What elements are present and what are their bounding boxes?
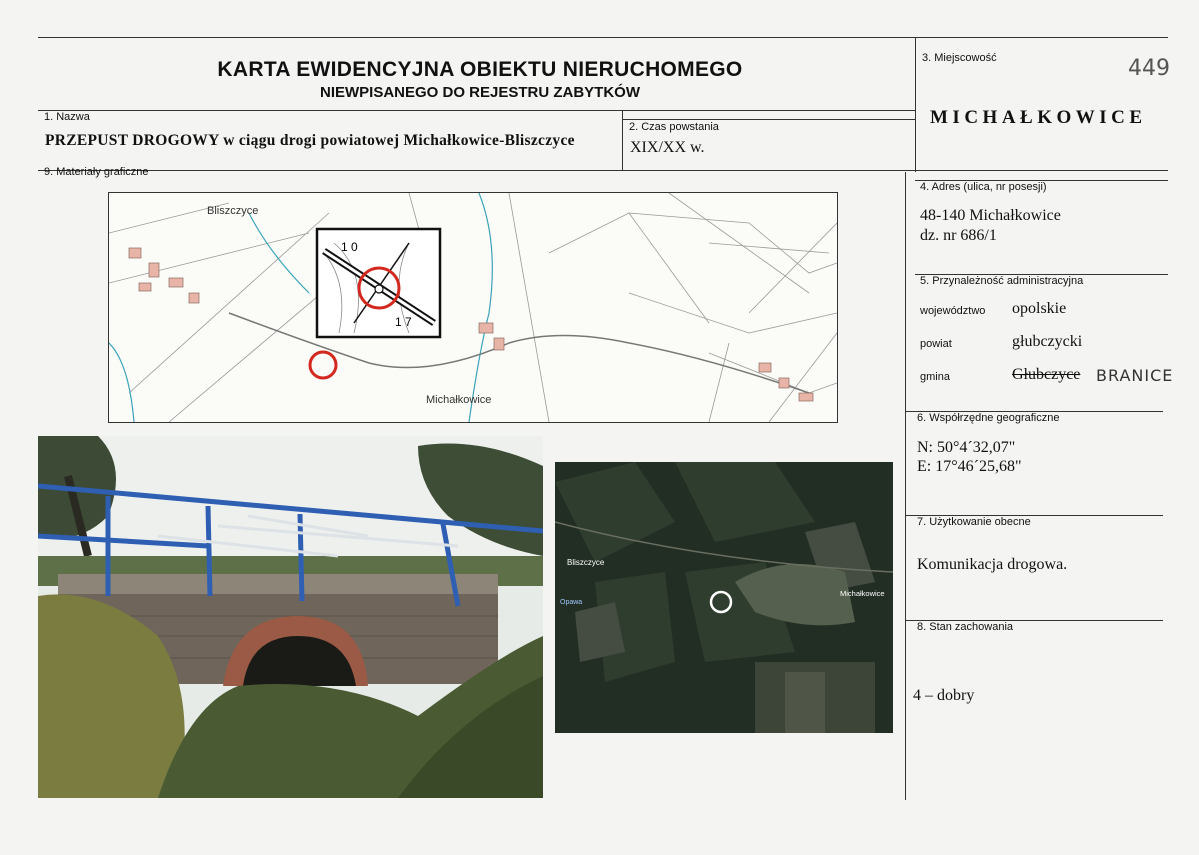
- field-adres-line1: 48-140 Michałkowice: [920, 207, 1061, 224]
- map-label-bliszczyce: Bliszczyce: [207, 205, 259, 217]
- field-miejscowosc-label: 3. Miejscowość: [922, 52, 997, 64]
- field-czas-label: 2. Czas powstania: [629, 121, 719, 133]
- inset-label-bottom: 1 7: [395, 315, 412, 329]
- field-nazwa-label: 1. Nazwa: [44, 111, 90, 123]
- field-wspolrzedne-label: 6. Współrzędne geograficzne: [917, 412, 1060, 424]
- satellite-drawing: [555, 462, 893, 733]
- top-border: [38, 37, 1168, 38]
- wojewodztwo-label: województwo: [920, 305, 986, 317]
- page-subtitle: NIEWPISANEGO DO REJESTRU ZABYTKÓW: [319, 84, 641, 101]
- field-przynaleznosc-label: 5. Przynależność administracyjna: [920, 275, 1084, 287]
- powiat-label: powiat: [920, 338, 952, 350]
- satellite-label-michalkowice: Michałkowice: [840, 589, 885, 598]
- field-uzytkowanie-label: 7. Użytkowanie obecne: [917, 516, 1031, 528]
- field-stan-label: 8. Stan zachowania: [917, 621, 1014, 633]
- satellite-image: [555, 462, 893, 733]
- location-marker: [310, 352, 336, 378]
- satellite-label-bliszczyce: Bliszczyce: [567, 558, 605, 567]
- page-number: 449: [1128, 56, 1170, 81]
- gmina-struck-value: Głubczyce: [1012, 366, 1081, 383]
- right-column-divider: [915, 37, 916, 172]
- satellite-label-opawa: Opawa: [560, 599, 583, 606]
- coordinate-e: E: 17°46´25,68": [917, 458, 1022, 475]
- topographic-map: [108, 192, 838, 423]
- field-miejscowosc-value: MICHAŁKOWICE: [930, 107, 1147, 128]
- gmina-label: gmina: [920, 371, 950, 383]
- name-row-top: [38, 110, 915, 111]
- field-czas-value: XIX/XX w.: [630, 139, 705, 156]
- date-row-top: [622, 119, 915, 120]
- wojewodztwo-value: opolskie: [1012, 300, 1067, 317]
- map-inset: [317, 229, 440, 337]
- field-adres-line2: dz. nr 686/1: [920, 227, 997, 244]
- bridge-photo: [38, 436, 543, 798]
- map-drawing: [109, 193, 837, 422]
- field-uzytkowanie-value: Komunikacja drogowa.: [917, 556, 1068, 573]
- gmina-handwritten-value: BRANICE: [1096, 366, 1174, 385]
- field-nazwa-value: PRZEPUST DROGOWY w ciągu drogi powiatowej Michałkowice-Bliszczyce: [45, 132, 575, 149]
- field-adres-label: 4. Adres (ulica, nr posesji): [920, 181, 1047, 193]
- field-materialy-label: 9. Materiały graficzne: [44, 166, 149, 178]
- bridge-photo-drawing: [38, 436, 543, 798]
- right-column-divider-lower: [905, 172, 906, 800]
- page-title: KARTA EWIDENCYJNA OBIEKTU NIERUCHOMEGO: [217, 58, 743, 81]
- graphics-row-top: [38, 170, 1168, 171]
- field-stan-value: 4 – dobry: [913, 687, 975, 704]
- coordinate-n: N: 50°4´32,07": [917, 439, 1016, 456]
- inset-label-top: 1 0: [341, 240, 358, 254]
- powiat-value: głubczycki: [1012, 333, 1083, 350]
- name-date-divider: [622, 110, 623, 170]
- map-label-michalkowice: Michałkowice: [426, 394, 492, 406]
